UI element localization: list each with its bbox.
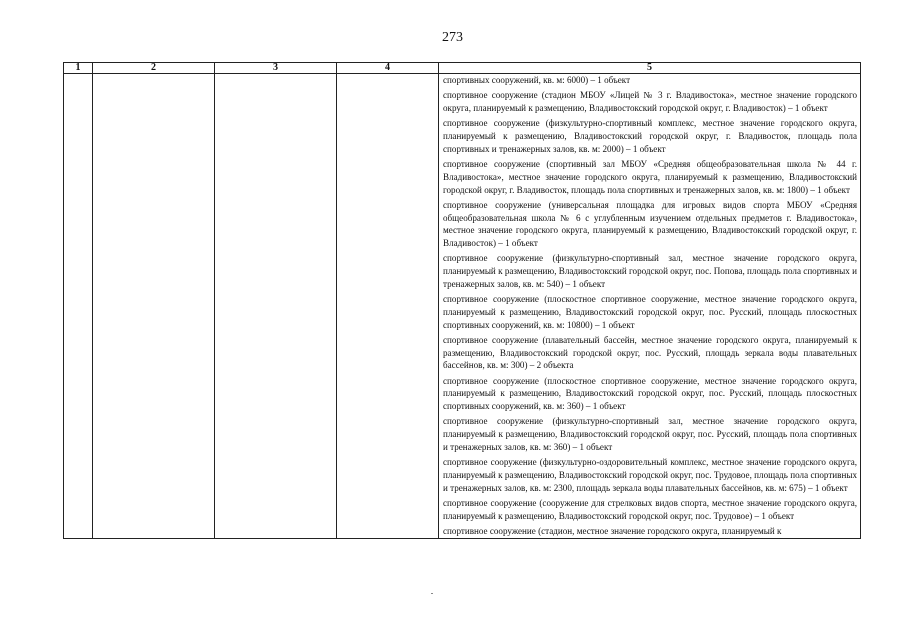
facility-entry: спортивное сооружение (плоскостное спортивное сооружение, местное значение городского округа, планируемый к размещению, Владивостокский городской округ, пос. Русский, площадь плоскостных спортивных сооружений, кв. м: 10800) – 1 объект [443,294,857,330]
facility-entry: спортивное сооружение (плавательный бассейн, местное значение городского округа, планируемый к размещению, Владивостокский городской округ, пос. Русский, площадь зеркала воды плавательных бассейнов, кв. м: 300) – 2 объекта [443,334,857,371]
column-header-5: 5 [439,63,861,74]
column-header-1: 1 [64,63,93,74]
table-cell-col3 [215,74,337,539]
column-header-4: 4 [337,63,439,74]
facility-list [439,74,860,538]
facility-entry: спортивное сооружение (физкультурно-спортивный комплекс, местное значение городского округа, планируемый к размещению, Владивостокский городской округ, г. Владивосток, площадь пола спортивных и тренажерных залов, кв. м: 2000) – 1 объект [443,118,857,154]
facility-entry: спортивное сооружение (физкультурно-спортивный зал, местное значение городского округа, планируемый к размещению, Владивостокский городской округ, пос. Русский, площадь пола спортивных и тренажерных залов, кв. м: 360) – 1 объект [443,416,857,452]
facility-entry: спортивных сооружений, кв. м: 6000) – 1 объект [443,75,631,85]
facility-entry: спортивное сооружение (стадион, местное значение городского округа, планируемый к [443,525,782,536]
table-row [64,74,861,539]
table-header-row [64,63,861,74]
facility-entry: спортивное сооружение (физкультурно-оздоровительный комплекс, местное значение городского округа, планируемый к размещению, Владивостокский городской округ, пос. Трудовое, площадь пола спортивных и тренажерных залов, кв. м: 2300, площадь зеркала воды плавательных бассейнов, кв. м: 675) – 1 объект [443,457,857,493]
table-cell-col5 [439,74,861,539]
table-cell-col2 [93,74,215,539]
column-header-2: 2 [93,63,215,74]
page-number: 273 [442,30,463,45]
scan-speck [431,593,433,594]
facility-entry: спортивное сооружение (сооружение для стрелковых видов спорта, местное значение городского округа, планируемый к размещению, Владивостокский городской округ, пос. Трудовое) – 1 объект [443,497,857,521]
facility-entry: спортивное сооружение (плоскостное спортивное сооружение, местное значение городского округа, планируемый к размещению, Владивостокский городской округ, пос. Русский, площадь плоскостных спортивных сооружений, кв. м: 360) – 1 объект [443,375,857,411]
facility-entry: спортивное сооружение (спортивный зал МБОУ «Средняя общеобразовательная школа № 44 г. Владивостока», местное значение городского округа, планируемый к размещению, Владивостокский городской округ, г. Владивосток, площадь пола спортивных и тренажерных залов, кв. м: 1800) – 1 объект [443,159,857,195]
facility-entry: спортивное сооружение (стадион МБОУ «Лицей № 3 г. Владивостока», местное значение городского округа, планируемый к размещению, Владивостокский городской округ, г. Владивосток) – 1 объект [443,90,857,113]
facility-entry: спортивное сооружение (универсальная площадка для игровых видов спорта МБОУ «Средняя общеобразовательная школа № 6 с углубленным изучением отдельных предметов г. Владивостока», местное значение городского округа, планируемый к размещению, Владивостокский городской округ, г. Владивосток) – 1 объект [443,199,857,248]
document-table [63,62,861,539]
column-header-3: 3 [215,63,337,74]
table-cell-col1 [64,74,93,539]
table-cell-col4 [337,74,439,539]
facility-entry: спортивное сооружение (физкультурно-спортивный зал, местное значение городского округа, планируемый к размещению, Владивостокский городской округ, пос. Попова, площадь пола спортивных и тренажерных залов, кв. м: 540) – 1 объект [443,253,857,289]
